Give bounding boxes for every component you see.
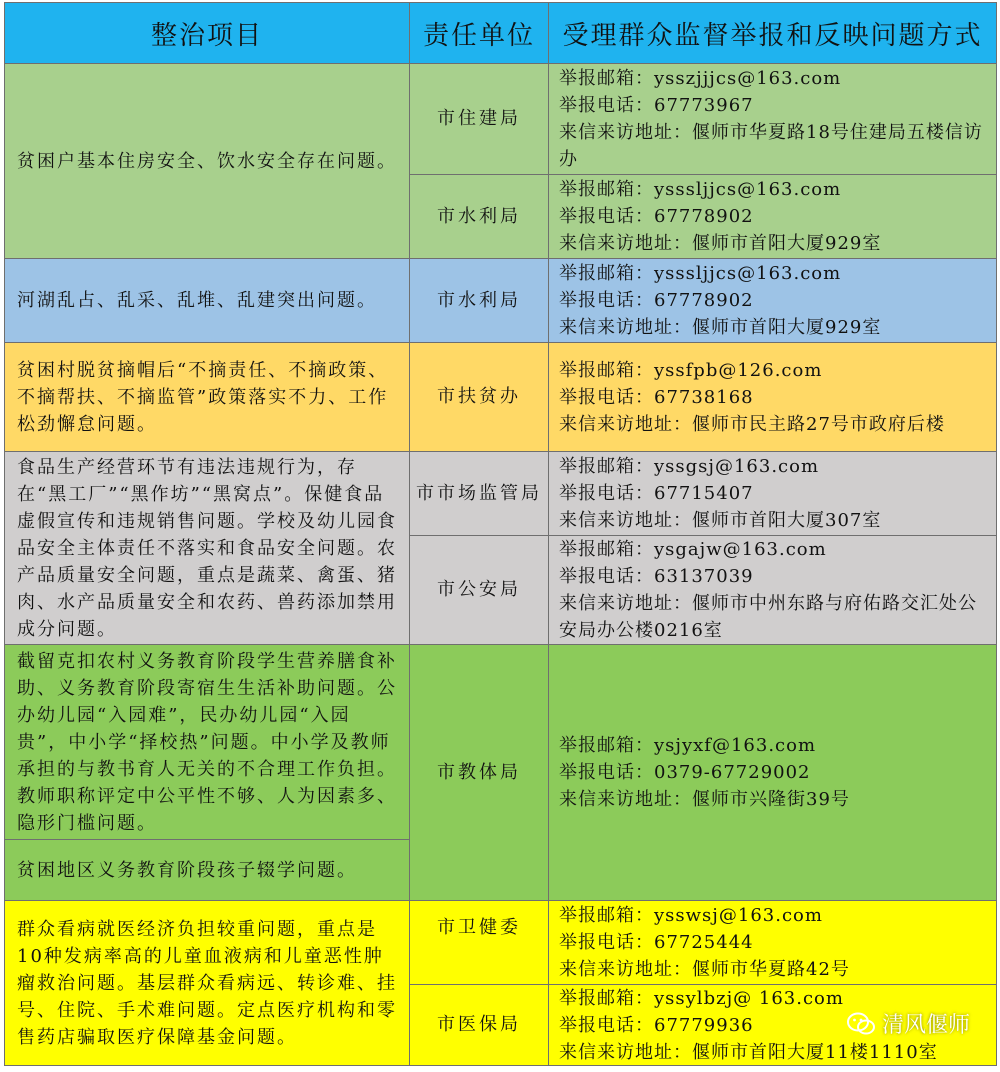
address-text: 来信来访地址：偃师市民主路27号市政府后楼 bbox=[559, 413, 945, 435]
contact-education-bureau bbox=[548, 644, 997, 901]
contact-police-bureau bbox=[548, 535, 997, 645]
phone-text: 举报电话：67778902 bbox=[559, 290, 754, 311]
contact-housing-bureau bbox=[548, 63, 997, 175]
email-text: 举报邮箱：ysgajw@163.com bbox=[559, 539, 827, 560]
contact-market-bureau bbox=[548, 451, 997, 536]
email-text: 举报邮箱：ysssljjcs@163.com bbox=[559, 263, 842, 284]
unit-housing-bureau: 市住建局 bbox=[409, 63, 549, 175]
phone-text: 举报电话：67779936 bbox=[559, 1014, 754, 1036]
contact-health-commission bbox=[548, 900, 997, 985]
project-dropout: 贫困地区义务教育阶段孩子辍学问题。 bbox=[4, 839, 410, 901]
contact-poverty-office bbox=[548, 342, 997, 452]
email-text: 举报邮箱：ysssljjcs@163.com bbox=[559, 179, 842, 200]
address-text: 来信来访地址：偃师市首阳大厦929室 bbox=[559, 233, 882, 254]
header-project: 整治项目 bbox=[4, 2, 410, 64]
phone-text: 举报电话：67725444 bbox=[559, 932, 754, 953]
header-contact: 受理群众监督举报和反映问题方式 bbox=[548, 2, 997, 64]
phone-text: 举报电话：67738168 bbox=[559, 386, 754, 408]
project-education: 截留克扣农村义务教育阶段学生营养膳食补助、义务教育阶段寄宿生生活补助问题。公办幼儿园“入园难”，民办幼儿园“入园贵”，中小学“择校热”问题。中小学及教师承担的与教书育人无关的不合理工作负担。教师职称评定中公平性不够、人为因素多、隐形门槛问题。 bbox=[4, 644, 410, 840]
project-food-safety: 食品生产经营环节有违法违规行为，存在“黑工厂”“黑作坊”“黑窝点”。保健食品虚假宣传和违规销售问题。学校及幼儿园食品安全主体责任不落实和食品安全问题。农产品质量安全问题，重点是蔬菜、禽蛋、猪肉、水产品质量安全和农药、兽药添加禁用成分问题。 bbox=[4, 451, 410, 645]
contact-water-bureau bbox=[548, 174, 997, 259]
project-medical: 群众看病就医经济负担较重问题，重点是10种发病率高的儿童血液病和儿童恶性肿瘤救治问题。基层群众看病远、转诊难、挂号、住院、手术难问题。定点医疗机构和零售药店骗取医疗保障基金问题。 bbox=[4, 900, 410, 1066]
email-text: 举报邮箱：ysswsj@163.com bbox=[559, 905, 823, 926]
header-unit: 责任单位 bbox=[409, 2, 549, 64]
watermark bbox=[846, 1008, 970, 1039]
unit-health-commission: 市卫健委 bbox=[409, 900, 549, 985]
unit-water-bureau: 市水利局 bbox=[409, 174, 549, 259]
address-text: 来信来访地址：偃师市首阳大厦929室 bbox=[559, 317, 882, 338]
phone-text: 举报电话：0379-67729002 bbox=[559, 762, 811, 783]
unit-medical-insurance: 市医保局 bbox=[409, 984, 549, 1066]
address-text: 来信来访地址：偃师市兴隆街39号 bbox=[559, 789, 850, 810]
address-text: 来信来访地址：偃师市首阳大厦307室 bbox=[559, 510, 882, 531]
email-text: 举报邮箱：yssgsj@163.com bbox=[559, 456, 820, 477]
project-river: 河湖乱占、乱采、乱堆、乱建突出问题。 bbox=[4, 258, 410, 343]
unit-water-bureau-river: 市水利局 bbox=[409, 258, 549, 343]
address-text: 来信来访地址：偃师市华夏路18号住建局五楼信访办 bbox=[559, 122, 983, 170]
watermark-text: 清风偃师 bbox=[881, 1013, 970, 1038]
email-text: 举报邮箱：yssfpb@126.com bbox=[559, 359, 823, 381]
project-poverty: 贫困村脱贫摘帽后“不摘责任、不摘政策、不摘帮扶、不摘监管”政策落实不力、工作松劲懈怠问题。 bbox=[4, 342, 410, 452]
contact-water-bureau-river bbox=[548, 258, 997, 343]
phone-text: 举报电话：67773967 bbox=[559, 95, 754, 116]
unit-poverty-office: 市扶贫办 bbox=[409, 342, 549, 452]
phone-text: 举报电话：67778902 bbox=[559, 206, 754, 227]
address-text: 来信来访地址：偃师市首阳大厦11楼1110室 bbox=[559, 1041, 938, 1063]
phone-text: 举报电话：63137039 bbox=[559, 566, 754, 587]
email-text: 举报邮箱：ysjyxf@163.com bbox=[559, 735, 817, 756]
address-text: 来信来访地址：偃师市中州东路与府佑路交汇处公安局办公楼0216室 bbox=[559, 593, 977, 641]
address-text: 来信来访地址：偃师市华夏路42号 bbox=[559, 959, 850, 980]
email-text: 举报邮箱：ysszjjjcs@163.com bbox=[559, 68, 842, 89]
project-housing: 贫困户基本住房安全、饮水安全存在问题。 bbox=[4, 63, 410, 259]
email-text: 举报邮箱：yssylbzj@ 163.com bbox=[559, 987, 844, 1009]
unit-market-bureau: 市市场监管局 bbox=[409, 451, 549, 536]
wechat-icon bbox=[846, 1011, 876, 1037]
supervision-table bbox=[4, 2, 997, 1066]
unit-education-bureau: 市教体局 bbox=[409, 644, 549, 901]
phone-text: 举报电话：67715407 bbox=[559, 483, 754, 504]
unit-police-bureau: 市公安局 bbox=[409, 535, 549, 645]
